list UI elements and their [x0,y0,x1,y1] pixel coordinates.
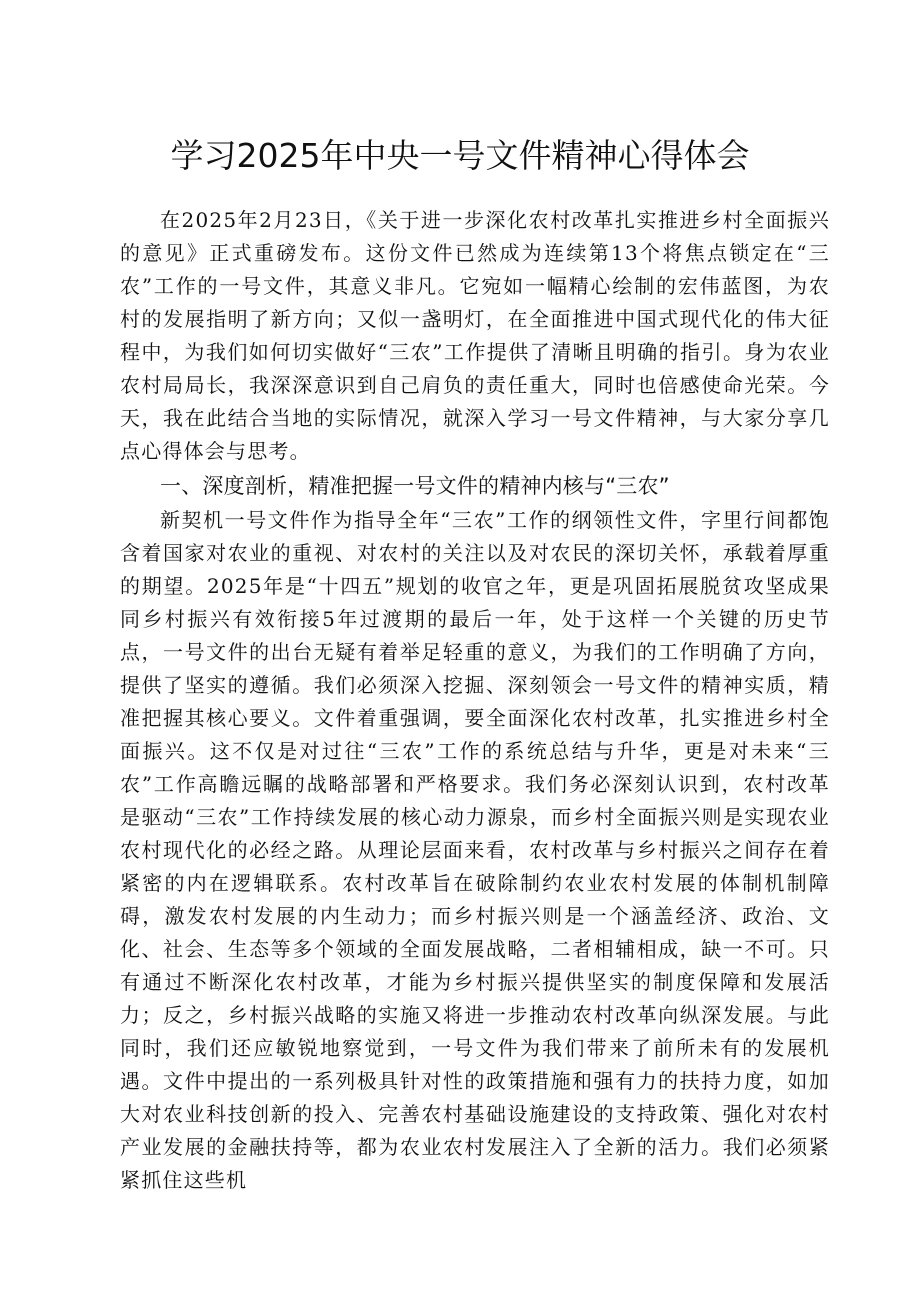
intro-paragraph: 在2025年2月23日，《关于进一步深化农村改革扎实推进乡村全面振兴的意见》正式重磅发布。这份文件已然成为连续第13个将焦点锁定在“三农”工作的一号文件，其意义非凡。它宛如一幅精心绘制的宏伟蓝图，为农村的发展指明了新方向；又似一盏明灯，在全面推进中国式现代化的伟大征程中，为我们如何切实做好“三农”工作提供了清晰且明确的指引。身为农业农村局局长，我深深意识到自己肩负的责任重大，同时也倍感使命光荣。今天，我在此结合当地的实际情况，就深入学习一号文件精神，与大家分享几点心得体会与思考。 [120,208,830,463]
document-title: 学习2025年中央一号文件精神心得体会 [170,136,750,175]
document-body [120,204,830,1197]
section-1-paragraph: 新契机一号文件作为指导全年“三农”工作的纲领性文件，字里行间都饱含着国家对农业的重视、对农村的关注以及对农民的深切关怀，承载着厚重的期望。2025年是“十四五”规划的收官之年，更是巩固拓展脱贫攻坚成果同乡村振兴有效衔接5年过渡期的最后一年，处于这样一个关键的历史节点，一号文件的出台无疑有着举足轻重的意义，为我们的工作明确了方向，提供了坚实的遵循。我们必须深入挖掘、深刻领会一号文件的精神实质，精准把握其核心要义。文件着重强调，要全面深化农村改革，扎实推进乡村全面振兴。这不仅是对过往“三农”工作的系统总结与升华，更是对未来“三农”工作高瞻远瞩的战略部署和严格要求。我们务必深刻认识到，农村改革是驱动“三农”工作持续发展的核心动力源泉，而乡村全面振兴则是实现农业农村现代化的必经之路。从理论层面来看，农村改革与乡村振兴之间存在着紧密的内在逻辑联系。农村改革旨在破除制约农业农村发展的体制机制障碍，激发农村发展的内生动力；而乡村振兴则是一个涵盖经济、政治、文化、社会、生态等多个领域的全面发展战略，二者相辅相成，缺一不可。只有通过不断深化农村改革，才能为乡村振兴提供坚实的制度保障和发展活力；反之，乡村振兴战略的实施又将进一步推动农村改革向纵深发展。与此同时，我们还应敏锐地察觉到，一号文件为我们带来了前所未有的发展机遇。文件中提出的一系列极具针对性的政策措施和强有力的扶持力度，如加大对农业科技创新的投入、完善农村基础设施建设的支持政策、强化对农村产业发展的金融扶持等，都为农业农村发展注入了全新的活力。我们必须紧紧抓住这些机 [120,508,830,1192]
section-heading-1: 一、深度剖析，精准把握一号文件的精神内核与“三农” [160,474,670,498]
